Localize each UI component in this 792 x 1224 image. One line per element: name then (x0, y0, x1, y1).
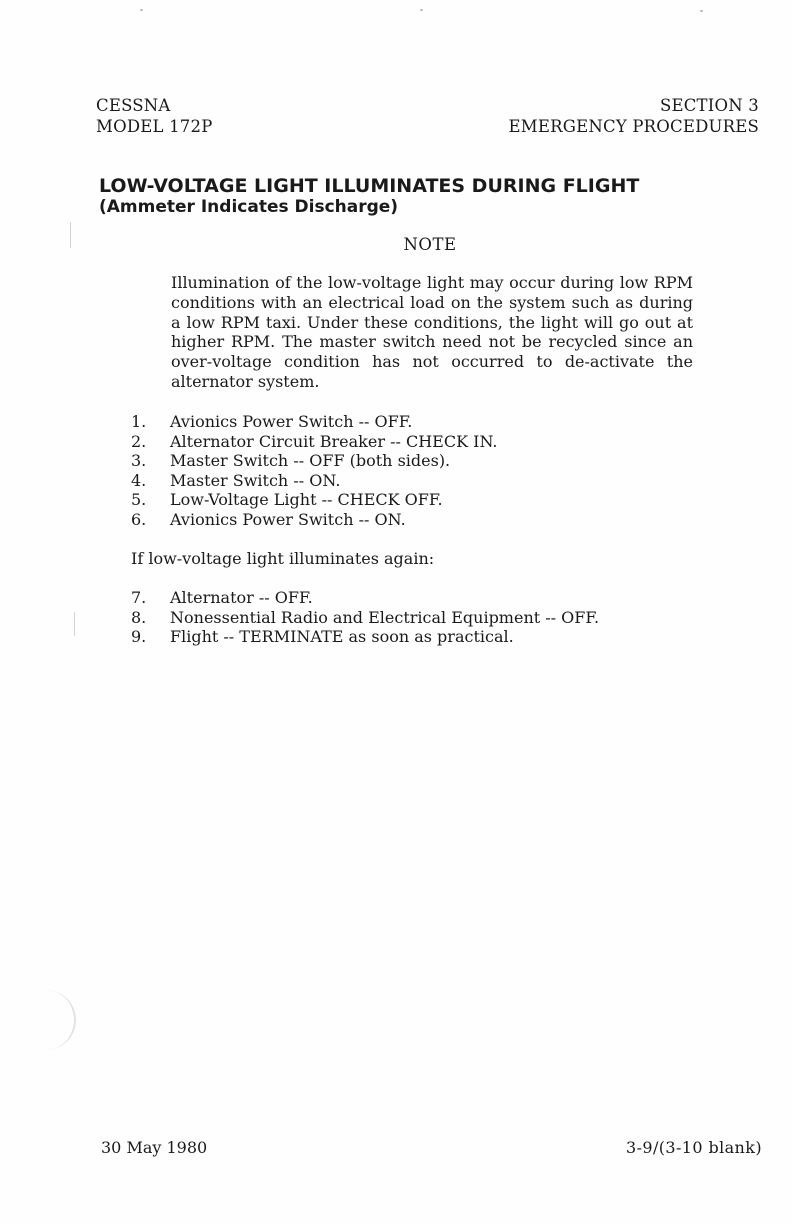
scan-binder-hole (34, 990, 76, 1050)
scan-speck (700, 10, 703, 12)
note-heading: NOTE (403, 235, 457, 254)
running-header-left (96, 95, 213, 137)
step-item (131, 588, 599, 608)
note-text: Illumination of the low-voltage light may occur during low RPM conditions with an electrical load on the system such as during a low RPM taxi. Under these conditions, the light will go out at higher RPM. The master switch need not be recycled since an over-voltage condition has not occurred to de-activate the alternator system. (171, 273, 693, 391)
step-item (131, 608, 599, 628)
procedure-title: LOW-VOLTAGE LIGHT ILLUMINATES DURING FLIGHT (99, 175, 640, 197)
footer-page-number: 3-9/(3-10 blank) (626, 1138, 762, 1157)
running-header-right (509, 95, 759, 137)
step-item (131, 490, 498, 510)
scan-speck (140, 9, 143, 11)
step-item (131, 451, 498, 471)
scan-edge-mark (74, 612, 75, 636)
step-number: 1. (131, 412, 147, 431)
step-number: 8. (131, 607, 147, 627)
step-text: Low-Voltage Light -- CHECK OFF. (170, 490, 443, 510)
step-number: 7. (131, 588, 147, 607)
step-text: Avionics Power Switch -- ON. (170, 509, 406, 529)
procedure-subtitle: (Ammeter Indicates Discharge) (99, 197, 399, 217)
step-item (131, 471, 498, 491)
step-text: Alternator -- OFF. (170, 588, 313, 607)
section-number: SECTION 3 (659, 96, 759, 115)
step-item (131, 510, 498, 530)
step-number: 3. (131, 451, 147, 471)
step-number: 4. (131, 470, 147, 490)
step-text: Master Switch -- OFF (both sides). (170, 451, 451, 471)
section-title: EMERGENCY PROCEDURES (508, 117, 759, 136)
aircraft-manufacturer: CESSNA (96, 96, 171, 115)
step-text: Alternator Circuit Breaker -- CHECK IN. (170, 431, 498, 451)
step-text: Nonessential Radio and Electrical Equipment -- OFF. (170, 607, 600, 627)
step-text: Flight -- TERMINATE as soon as practical. (170, 627, 514, 647)
step-number: 5. (131, 490, 147, 510)
step-item (131, 412, 498, 432)
scan-speck (420, 9, 423, 11)
aircraft-model: MODEL 172P (96, 117, 213, 136)
step-text: Master Switch -- ON. (170, 470, 341, 490)
footer-date: 30 May 1980 (101, 1138, 208, 1157)
step-item (131, 627, 599, 647)
procedure-steps-initial (131, 412, 498, 530)
procedure-steps-followup (131, 588, 599, 647)
step-number: 9. (131, 627, 147, 647)
condition-text: If low-voltage light illuminates again: (131, 549, 435, 568)
step-number: 6. (131, 509, 147, 529)
step-text: Avionics Power Switch -- OFF. (170, 412, 413, 431)
step-number: 2. (131, 431, 147, 451)
step-item (131, 432, 498, 452)
